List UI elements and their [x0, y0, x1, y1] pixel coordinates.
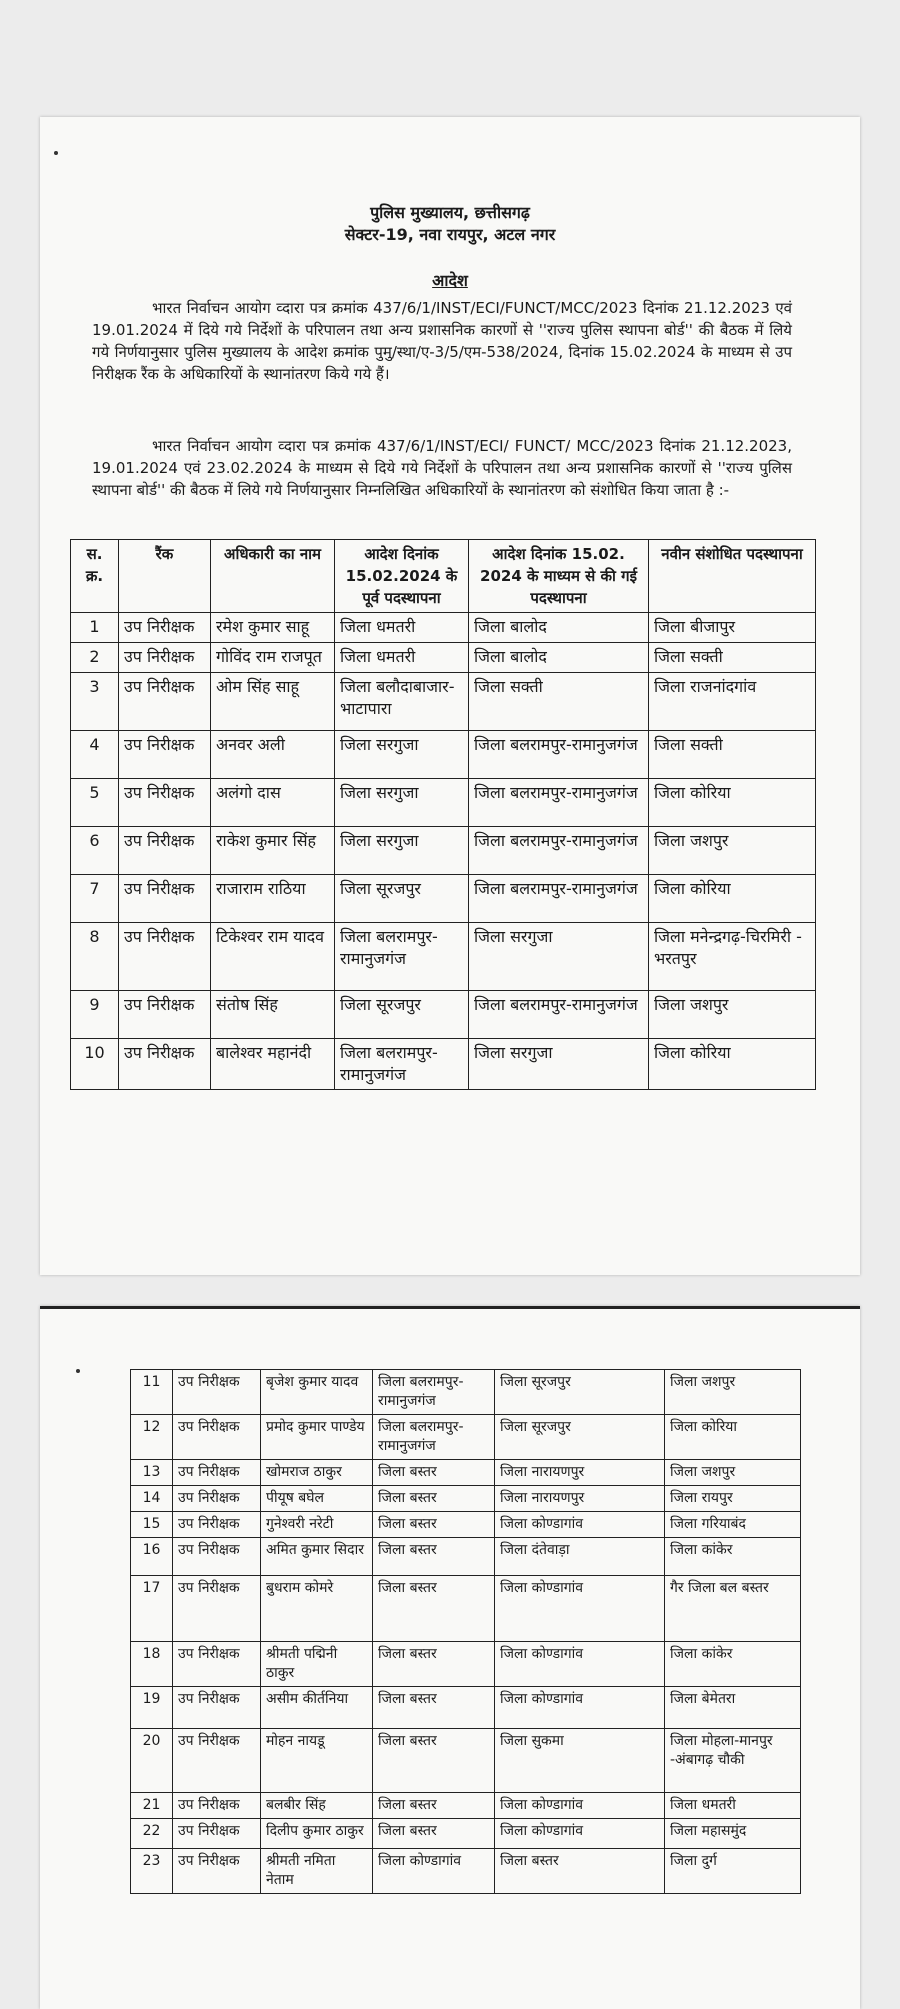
paragraph-2: भारत निर्वाचन आयोग व्दारा पत्र क्रमांक 437/6/1/INST/ECI/ FUNCT/ MCC/2023 दिनांक 21.12.2023, 19.01.2024 एवं 23.02.2024 के माध्यम से दिये गये निर्देशों के परिपालन तथा अन्य प्रशासनिक कारणों से ''राज्य पुलिस स्थापना बोर्ड'' की बैठक में लिये गये निर्णयानुसार निम्नलिखित अधिकारियों के स्थानांतरण को संशोधित किया जाता है :-: [92, 437, 792, 499]
table-row: [71, 643, 816, 673]
cell-officer-name: गोविंद राम राजपूत: [211, 643, 335, 673]
cell-officer-name: प्रमोद कुमार पाण्डेय: [261, 1415, 373, 1460]
header-officer-name: अधिकारी का नाम: [211, 540, 335, 613]
paragraph-1: भारत निर्वाचन आयोग व्दारा पत्र क्रमांक 437/6/1/INST/ECI/FUNCT/MCC/2023 दिनांक 21.12.2023 एवं 19.01.2024 में दिये गये निर्देशों के परिपालन तथा अन्य प्रशासनिक कारणों से ''राज्य पुलिस स्थापना बोर्ड'' की बैठक में लिये गये निर्णयानुसार पुलिस मुख्यालय के आदेश क्रमांक पुमु/स्था/ए-3/5/एम-538/2024, दिनांक 15.02.2024 के माध्यम से उप निरीक्षक रैंक के अधिकारियों के स्थानांतरण किये गये हैं।: [92, 299, 792, 383]
cell-rank: उप निरीक्षक: [173, 1849, 261, 1894]
table-row: [71, 673, 816, 731]
scan-speck: [76, 1369, 80, 1373]
table-row: [131, 1370, 801, 1415]
table-row: [131, 1512, 801, 1538]
cell-revised-posting: जिला कोरिया: [665, 1415, 801, 1460]
transfer-table-continued: [130, 1369, 801, 1894]
cell-serial: 3: [71, 673, 119, 731]
cell-rank: उप निरीक्षक: [119, 643, 211, 673]
cell-revised-posting: जिला सक्ती: [649, 731, 816, 779]
cell-officer-name: ओम सिंह साहू: [211, 673, 335, 731]
table-header-row: [71, 540, 816, 613]
cell-serial: 16: [131, 1538, 173, 1576]
order-title: आदेश: [432, 271, 468, 290]
cell-posting-by-order: जिला कोण्डागांव: [495, 1512, 665, 1538]
cell-rank: उप निरीक्षक: [173, 1576, 261, 1642]
cell-previous-posting: जिला बस्तर: [373, 1819, 495, 1849]
cell-serial: 11: [131, 1370, 173, 1415]
table-body: [71, 613, 816, 1090]
cell-officer-name: रमेश कुमार साहू: [211, 613, 335, 643]
cell-serial: 15: [131, 1512, 173, 1538]
cell-revised-posting: जिला कांकेर: [665, 1538, 801, 1576]
cell-previous-posting: जिला सरगुजा: [335, 731, 469, 779]
table-row: [131, 1415, 801, 1460]
table-row: [131, 1729, 801, 1793]
cell-rank: उप निरीक्षक: [119, 673, 211, 731]
office-address: सेक्टर-19, नवा रायपुर, अटल नगर: [344, 225, 556, 244]
cell-previous-posting: जिला सूरजपुर: [335, 875, 469, 923]
cell-revised-posting: जिला बेमेतरा: [665, 1687, 801, 1729]
cell-posting-by-order: जिला बलरामपुर-रामानुजगंज: [469, 779, 649, 827]
cell-rank: उप निरीक्षक: [173, 1538, 261, 1576]
cell-officer-name: बृजेश कुमार यादव: [261, 1370, 373, 1415]
cell-posting-by-order: जिला कोण्डागांव: [495, 1687, 665, 1729]
cell-revised-posting: जिला बीजापुर: [649, 613, 816, 643]
cell-serial: 4: [71, 731, 119, 779]
cell-rank: उप निरीक्षक: [173, 1512, 261, 1538]
cell-serial: 22: [131, 1819, 173, 1849]
table-row: [131, 1460, 801, 1486]
cell-posting-by-order: जिला कोण्डागांव: [495, 1642, 665, 1687]
cell-posting-by-order: जिला बलरामपुर-रामानुजगंज: [469, 827, 649, 875]
cell-serial: 5: [71, 779, 119, 827]
cell-serial: 23: [131, 1849, 173, 1894]
cell-rank: उप निरीक्षक: [119, 923, 211, 991]
cell-posting-by-order: जिला सुकमा: [495, 1729, 665, 1793]
cell-previous-posting: जिला सूरजपुर: [335, 991, 469, 1039]
cell-previous-posting: जिला धमतरी: [335, 613, 469, 643]
cell-posting-by-order: जिला सूरजपुर: [495, 1415, 665, 1460]
cell-posting-by-order: जिला बलरामपुर-रामानुजगंज: [469, 875, 649, 923]
header-posting-by-order: आदेश दिनांक 15.02. 2024 के माध्यम से की गई पदस्थापना: [469, 540, 649, 613]
cell-revised-posting: जिला दुर्ग: [665, 1849, 801, 1894]
cell-rank: उप निरीक्षक: [173, 1642, 261, 1687]
cell-officer-name: श्रीमती पद्मिनी ठाकुर: [261, 1642, 373, 1687]
cell-previous-posting: जिला सरगुजा: [335, 779, 469, 827]
cell-serial: 6: [71, 827, 119, 875]
cell-posting-by-order: जिला कोण्डागांव: [495, 1819, 665, 1849]
cell-revised-posting: जिला सक्ती: [649, 643, 816, 673]
cell-posting-by-order: जिला कोण्डागांव: [495, 1576, 665, 1642]
table-row: [131, 1642, 801, 1687]
cell-posting-by-order: जिला बस्तर: [495, 1849, 665, 1894]
cell-serial: 13: [131, 1460, 173, 1486]
cell-officer-name: अनवर अली: [211, 731, 335, 779]
cell-serial: 1: [71, 613, 119, 643]
cell-revised-posting: जिला कोरिया: [649, 875, 816, 923]
cell-officer-name: मोहन नायडू: [261, 1729, 373, 1793]
cell-previous-posting: जिला बस्तर: [373, 1538, 495, 1576]
cell-rank: उप निरीक्षक: [119, 779, 211, 827]
header-serial: स. क्र.: [71, 540, 119, 613]
cell-serial: 14: [131, 1486, 173, 1512]
cell-revised-posting: जिला कोरिया: [649, 1039, 816, 1090]
cell-rank: उप निरीक्षक: [173, 1460, 261, 1486]
table-row: [131, 1486, 801, 1512]
table-row: [71, 1039, 816, 1090]
cell-posting-by-order: जिला बालोद: [469, 643, 649, 673]
cell-posting-by-order: जिला सक्ती: [469, 673, 649, 731]
cell-revised-posting: जिला महासमुंद: [665, 1819, 801, 1849]
cell-revised-posting: जिला जशपुर: [665, 1460, 801, 1486]
cell-officer-name: अमित कुमार सिदार: [261, 1538, 373, 1576]
table-row: [131, 1849, 801, 1894]
cell-posting-by-order: जिला बालोद: [469, 613, 649, 643]
cell-rank: उप निरीक्षक: [173, 1687, 261, 1729]
cell-posting-by-order: जिला बलरामपुर-रामानुजगंज: [469, 731, 649, 779]
table-row: [71, 923, 816, 991]
office-name: पुलिस मुख्यालय, छत्तीसगढ़: [370, 203, 530, 222]
cell-posting-by-order: जिला बलरामपुर-रामानुजगंज: [469, 991, 649, 1039]
cell-rank: उप निरीक्षक: [173, 1729, 261, 1793]
cell-rank: उप निरीक्षक: [119, 731, 211, 779]
cell-revised-posting: जिला मनेन्द्रगढ़-चिरमिरी - भरतपुर: [649, 923, 816, 991]
table-row: [71, 613, 816, 643]
table-row: [71, 779, 816, 827]
cell-serial: 17: [131, 1576, 173, 1642]
cell-posting-by-order: जिला सरगुजा: [469, 923, 649, 991]
cell-rank: उप निरीक्षक: [173, 1819, 261, 1849]
cell-previous-posting: जिला बस्तर: [373, 1460, 495, 1486]
cell-serial: 12: [131, 1415, 173, 1460]
header-revised-posting: नवीन संशोधित पदस्थापना: [649, 540, 816, 613]
cell-revised-posting: जिला जशपुर: [649, 991, 816, 1039]
table-row: [71, 991, 816, 1039]
cell-serial: 10: [71, 1039, 119, 1090]
cell-serial: 9: [71, 991, 119, 1039]
table-row: [131, 1576, 801, 1642]
cell-posting-by-order: जिला कोण्डागांव: [495, 1793, 665, 1819]
table-row: [71, 731, 816, 779]
cell-serial: 8: [71, 923, 119, 991]
cell-officer-name: बुधराम कोमरे: [261, 1576, 373, 1642]
cell-revised-posting: गैर जिला बल बस्तर: [665, 1576, 801, 1642]
cell-serial: 20: [131, 1729, 173, 1793]
cell-officer-name: श्रीमती नमिता नेताम: [261, 1849, 373, 1894]
table-row: [71, 875, 816, 923]
table-row: [131, 1687, 801, 1729]
cell-posting-by-order: जिला दंतेवाड़ा: [495, 1538, 665, 1576]
cell-posting-by-order: जिला सूरजपुर: [495, 1370, 665, 1415]
cell-previous-posting: जिला बलरामपुर-रामानुजगंज: [373, 1370, 495, 1415]
cell-rank: उप निरीक्षक: [173, 1793, 261, 1819]
table-row: [131, 1538, 801, 1576]
cell-previous-posting: जिला बस्तर: [373, 1793, 495, 1819]
cell-previous-posting: जिला बस्तर: [373, 1642, 495, 1687]
document-page-1: [40, 117, 860, 1275]
cell-officer-name: राकेश कुमार सिंह: [211, 827, 335, 875]
cell-officer-name: संतोष सिंह: [211, 991, 335, 1039]
cell-rank: उप निरीक्षक: [173, 1415, 261, 1460]
cell-revised-posting: जिला जशपुर: [665, 1370, 801, 1415]
cell-revised-posting: जिला मोहला-मानपुर -अंबागढ़ चौकी: [665, 1729, 801, 1793]
table-row: [71, 827, 816, 875]
cell-officer-name: टिकेश्वर राम यादव: [211, 923, 335, 991]
transfer-table: [70, 539, 816, 1090]
cell-revised-posting: जिला गरियाबंद: [665, 1512, 801, 1538]
cell-posting-by-order: जिला नारायणपुर: [495, 1460, 665, 1486]
cell-previous-posting: जिला बलौदाबाजार-भाटापारा: [335, 673, 469, 731]
cell-previous-posting: जिला बस्तर: [373, 1512, 495, 1538]
cell-revised-posting: जिला कांकेर: [665, 1642, 801, 1687]
cell-officer-name: दिलीप कुमार ठाकुर: [261, 1819, 373, 1849]
cell-revised-posting: जिला धमतरी: [665, 1793, 801, 1819]
header-rank: रैंक: [119, 540, 211, 613]
cell-previous-posting: जिला कोण्डागांव: [373, 1849, 495, 1894]
cell-previous-posting: जिला बलरामपुर-रामानुजगंज: [335, 1039, 469, 1090]
cell-revised-posting: जिला रायपुर: [665, 1486, 801, 1512]
cell-officer-name: अलंगो दास: [211, 779, 335, 827]
cell-previous-posting: जिला बस्तर: [373, 1576, 495, 1642]
table-row: [131, 1793, 801, 1819]
cell-previous-posting: जिला बलरामपुर-रामानुजगंज: [335, 923, 469, 991]
cell-previous-posting: जिला बलरामपुर-रामानुजगंज: [373, 1415, 495, 1460]
cell-previous-posting: जिला सरगुजा: [335, 827, 469, 875]
cell-serial: 18: [131, 1642, 173, 1687]
cell-rank: उप निरीक्षक: [119, 613, 211, 643]
cell-rank: उप निरीक्षक: [173, 1486, 261, 1512]
cell-officer-name: गुनेश्वरी नरेटी: [261, 1512, 373, 1538]
cell-officer-name: राजाराम राठिया: [211, 875, 335, 923]
scan-speck: [54, 151, 58, 155]
cell-officer-name: बालेश्वर महानंदी: [211, 1039, 335, 1090]
cell-previous-posting: जिला बस्तर: [373, 1687, 495, 1729]
cell-serial: 19: [131, 1687, 173, 1729]
cell-serial: 2: [71, 643, 119, 673]
cell-rank: उप निरीक्षक: [119, 1039, 211, 1090]
cell-serial: 7: [71, 875, 119, 923]
cell-rank: उप निरीक्षक: [119, 827, 211, 875]
header-previous-posting: आदेश दिनांक 15.02.2024 के पूर्व पदस्थापना: [335, 540, 469, 613]
cell-revised-posting: जिला कोरिया: [649, 779, 816, 827]
table-body: [131, 1370, 801, 1894]
cell-serial: 21: [131, 1793, 173, 1819]
cell-officer-name: बलबीर सिंह: [261, 1793, 373, 1819]
cell-posting-by-order: जिला सरगुजा: [469, 1039, 649, 1090]
cell-officer-name: पीयूष बघेल: [261, 1486, 373, 1512]
document-page-2: [40, 1306, 860, 2009]
cell-posting-by-order: जिला नारायणपुर: [495, 1486, 665, 1512]
cell-rank: उप निरीक्षक: [119, 991, 211, 1039]
cell-previous-posting: जिला धमतरी: [335, 643, 469, 673]
cell-revised-posting: जिला जशपुर: [649, 827, 816, 875]
cell-previous-posting: जिला बस्तर: [373, 1729, 495, 1793]
cell-rank: उप निरीक्षक: [173, 1370, 261, 1415]
cell-rank: उप निरीक्षक: [119, 875, 211, 923]
cell-previous-posting: जिला बस्तर: [373, 1486, 495, 1512]
cell-revised-posting: जिला राजनांदगांव: [649, 673, 816, 731]
table-row: [131, 1819, 801, 1849]
cell-officer-name: खोमराज ठाकुर: [261, 1460, 373, 1486]
cell-officer-name: असीम कीर्तनिया: [261, 1687, 373, 1729]
